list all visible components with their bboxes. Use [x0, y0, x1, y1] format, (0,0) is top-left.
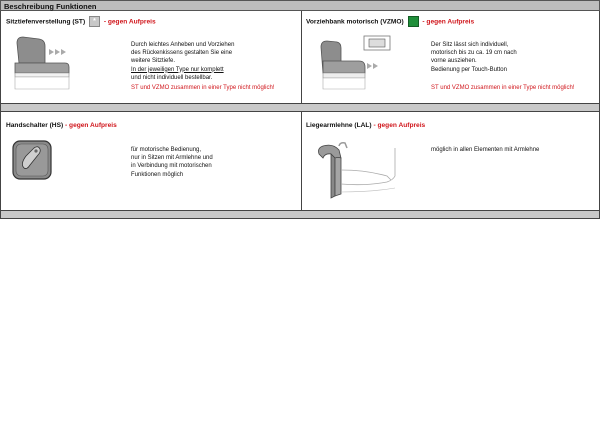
lal-description: möglich in allen Elementen mit Armlehne: [431, 147, 540, 153]
hand-switch-icon: [12, 140, 52, 180]
vzmo-warning: ST und VZMO zusammen in einer Type nicht möglich!: [431, 85, 575, 91]
feature-hs-title: Handschalter (HS) - gegen Aufpreis: [6, 122, 117, 129]
row-separator: [0, 104, 600, 112]
vzmo-description: Der Sitz lässt sich individuell, motorisch bis zu ca. 19 cm nach vorne ausziehen. Bedienung per Touch-Button: [431, 42, 517, 73]
hs-price: - gegen Aufpreis: [65, 122, 117, 129]
feature-row-2: [0, 112, 600, 211]
feature-lal: [301, 112, 599, 210]
row-separator: [0, 211, 600, 219]
section-header: [0, 0, 600, 11]
vzmo-badge-icon: [408, 16, 419, 27]
sofa-motor-seat-icon: [309, 33, 394, 95]
lal-price: - gegen Aufpreis: [373, 122, 426, 129]
st-price: - gegen Aufpreis: [103, 18, 156, 26]
st-description: Durch leichtes Anheben und Vorziehen des Rückenkissens gestalten Sie eine weitere Sitztiefe. In der jeweiligen Type nur komplett und nicht individuell bestellbar.: [131, 42, 235, 81]
section-title: Beschreibung Funktionen: [4, 2, 97, 11]
feature-lal-title: Liegearmlehne (LAL) - gegen Aufpreis: [306, 122, 426, 129]
st-warning: ST und VZMO zusammen in einer Type nicht möglich!: [131, 85, 275, 91]
feature-hs: [1, 112, 302, 210]
feature-st-title: Sitztiefenverstellung (ST) * - gegen Aufpreis: [6, 18, 156, 26]
vzmo-price: - gegen Aufpreis: [422, 18, 475, 26]
feature-vzmo: [301, 11, 599, 103]
feature-row-1: [0, 11, 600, 104]
sofa-seat-depth-icon: [9, 33, 79, 95]
hs-description: für motorische Bedienung, nur in Sitzen mit Armlehne und in Verbindung mit motorischen Funktionen möglich: [131, 147, 213, 178]
st-badge-icon: *: [89, 16, 100, 27]
reclining-armrest-icon: [311, 140, 406, 204]
feature-st: [1, 11, 302, 103]
feature-vzmo-title: Vorziehbank motorisch (VZMO) - gegen Aufpreis: [306, 16, 474, 27]
